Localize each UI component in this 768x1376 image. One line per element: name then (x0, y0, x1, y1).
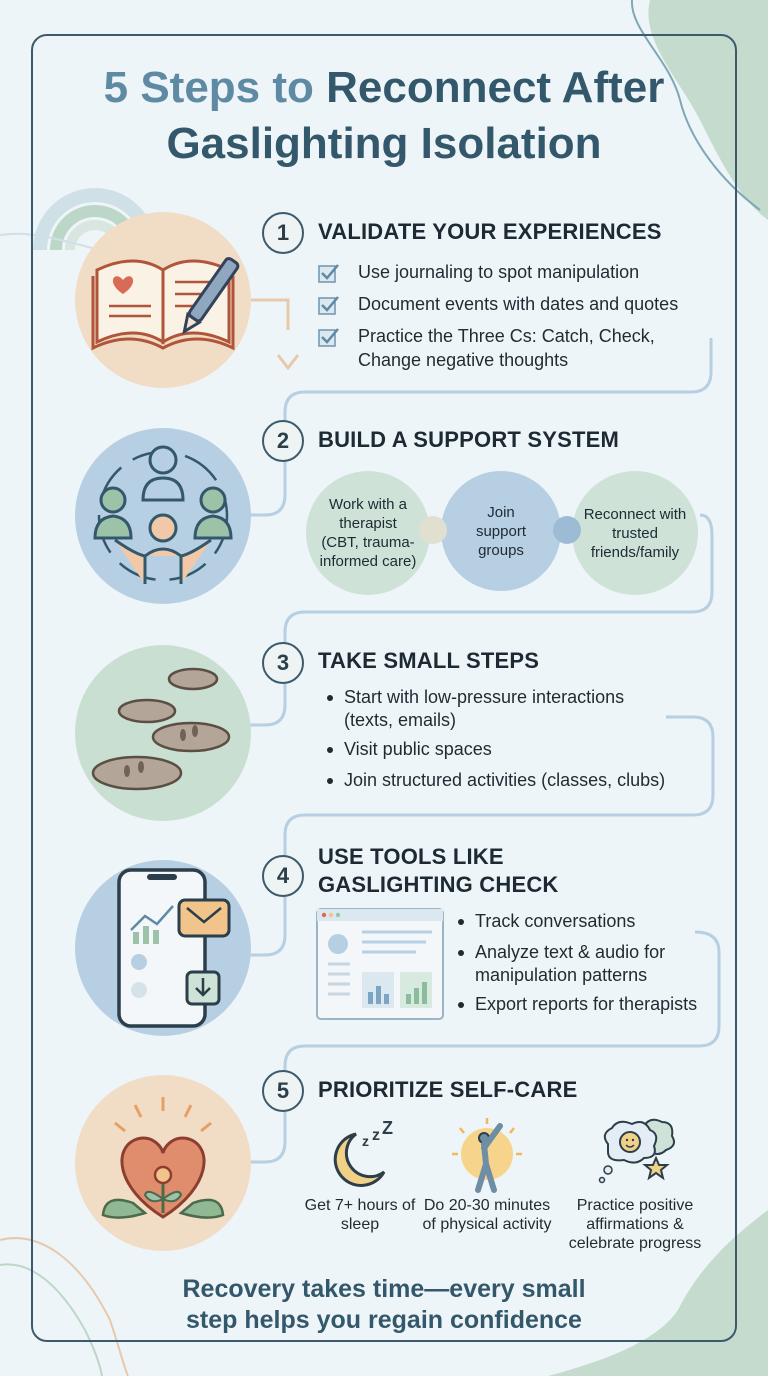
self-care-caption-activity: Do 20-30 minutes of physical activity (422, 1197, 552, 1233)
bubble-friends-family (572, 471, 698, 595)
step-5-number-badge: 5 (262, 1070, 304, 1112)
title-part-2: Reconnect After (326, 63, 665, 112)
step-3-number-badge: 3 (262, 642, 304, 684)
step-4-illustration (75, 860, 251, 1036)
step-2-heading: BUILD A SUPPORT SYSTEM (318, 427, 620, 452)
bubble-support-groups (441, 471, 561, 591)
self-care-caption-affirmations: Practice positive affirmations & celebrate progress (568, 1197, 702, 1252)
bubble-friends-family-text: Reconnect with trusted friends/family (583, 505, 687, 561)
footer-text: Recovery takes time—every small step helps you regain confidence (182, 1275, 586, 1334)
step-2-illustration (75, 428, 251, 604)
svg-text:z: z (372, 1127, 380, 1144)
title-part-1: 5 Steps to (103, 63, 314, 112)
support-people-icon (75, 428, 251, 604)
page-title (0, 60, 768, 172)
step-1-illustration (75, 212, 251, 388)
step-1-item-1 (318, 260, 718, 284)
heart-plant-icon (75, 1075, 251, 1251)
thought-cloud-icon (594, 1114, 678, 1186)
step-3-heading: TAKE SMALL STEPS (318, 648, 540, 673)
bubble-support-groups-text: Join support groups (475, 503, 527, 559)
dashboard-mockup-icon (316, 908, 444, 1020)
step-4-heading: USE TOOLS LIKE GASLIGHTING CHECK (318, 844, 559, 897)
step-1-item-2 (318, 292, 718, 316)
svg-text:z: z (362, 1133, 369, 1149)
bubble-therapist-text: Work with a therapist (CBT, trauma-informed care) (319, 496, 417, 570)
svg-text:Z: Z (382, 1120, 393, 1138)
step-1-number-badge: 1 (262, 212, 304, 254)
step-3-item-1: Start with low-pressure interactions (texts, emails) (344, 686, 664, 732)
connector-dot (419, 516, 447, 544)
step-4-item-3: Export reports for therapists (475, 993, 715, 1016)
step-4-item-1: Track conversations (475, 910, 705, 933)
step-1-item-2-text: Document events with dates and quotes (358, 294, 679, 314)
step-4-number-badge: 4 (262, 855, 304, 897)
step-1-item-3-text: Practice the Three Cs: Catch, Check, Change negative thoughts (358, 326, 655, 370)
checkbox-icon (318, 295, 340, 315)
step-2-number-badge: 2 (262, 420, 304, 462)
connector-dot (553, 516, 581, 544)
phone-app-icon (75, 860, 251, 1036)
step-5-heading: PRIORITIZE SELF-CARE (318, 1077, 578, 1102)
bubble-therapist (306, 471, 430, 595)
step-3-item-2: Visit public spaces (344, 738, 664, 761)
moon-sleep-icon (326, 1120, 396, 1190)
step-3-item-3: Join structured activities (classes, clubs) (344, 769, 704, 792)
step-1-heading: VALIDATE YOUR EXPERIENCES (318, 219, 662, 244)
step-1-item-3 (318, 324, 718, 372)
step-3-illustration (75, 645, 251, 821)
stepping-stones-icon (75, 645, 251, 821)
checkbox-icon (318, 327, 340, 347)
exercise-sun-icon (450, 1116, 524, 1194)
checkbox-icon (318, 263, 340, 283)
footer-message (0, 1274, 768, 1336)
step-5-illustration (75, 1075, 251, 1251)
self-care-caption-sleep: Get 7+ hours of sleep (304, 1197, 416, 1233)
step-1-item-1-text: Use journaling to spot manipulation (358, 262, 640, 282)
step-4-item-2: Analyze text & audio for manipulation patterns (475, 941, 705, 987)
title-line-2: Gaslighting Isolation (166, 119, 602, 168)
journal-icon (75, 212, 251, 388)
